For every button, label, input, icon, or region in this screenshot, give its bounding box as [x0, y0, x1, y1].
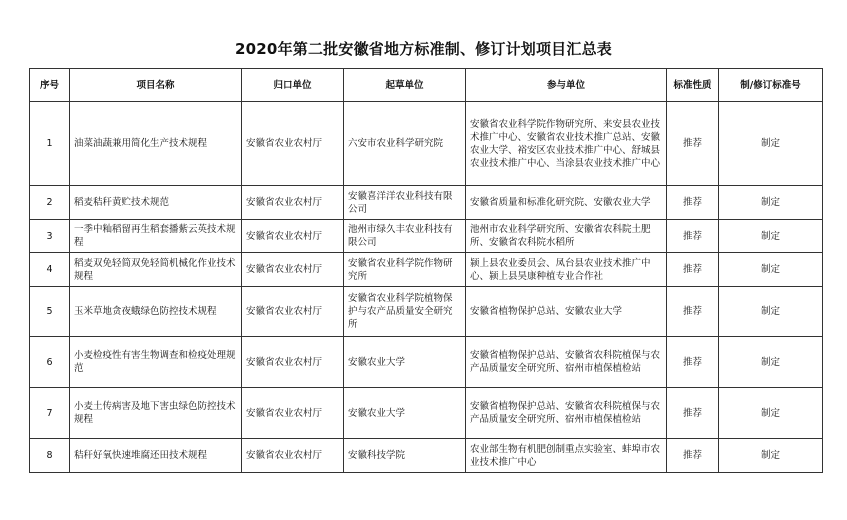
header-participants: 参与单位 [466, 69, 667, 102]
cell-index: 3 [30, 220, 70, 253]
cell-name: 稻麦双免轻简双免轻简机械化作业技术规程 [70, 253, 242, 287]
cell-unit: 安徽省农业农村厅 [242, 439, 344, 473]
table-row [30, 287, 823, 337]
cell-index: 1 [30, 102, 70, 186]
cell-drafter: 安徽喜洋洋农业科技有限公司 [344, 186, 466, 220]
page-title: 2020年第二批安徽省地方标准制、修订计划项目汇总表 [235, 40, 612, 58]
header-name: 项目名称 [70, 69, 242, 102]
cell-method: 制定 [719, 102, 823, 186]
cell-participants: 安徽省植物保护总站、安徽省农科院植保与农产品质量安全研究所、宿州市植保植检站 [466, 388, 667, 439]
cell-drafter: 安徽省农业科学院植物保护与农产品质量安全研究所 [344, 287, 466, 337]
cell-unit: 安徽省农业农村厅 [242, 287, 344, 337]
cell-nature: 推荐 [667, 102, 719, 186]
cell-unit: 安徽省农业农村厅 [242, 186, 344, 220]
cell-unit: 安徽省农业农村厅 [242, 337, 344, 388]
table-row [30, 186, 823, 220]
cell-participants: 安徽省农业科学院作物研究所、来安县农业技术推广中心、安徽省农业技术推广总站、安徽农业大学、裕安区农业技术推广中心、舒城县农业技术推广中心、当涂县农业技术推广中心 [466, 102, 667, 186]
project-table [29, 68, 823, 473]
header-index: 序号 [30, 69, 70, 102]
table-row [30, 102, 823, 186]
cell-index: 7 [30, 388, 70, 439]
cell-nature: 推荐 [667, 439, 719, 473]
cell-participants: 安徽省植物保护总站、安徽省农科院植保与农产品质量安全研究所、宿州市植保植检站 [466, 337, 667, 388]
cell-name: 稻麦秸秆黄贮技术规范 [70, 186, 242, 220]
cell-method: 制定 [719, 337, 823, 388]
cell-name: 油菜油蔬兼用简化生产技术规程 [70, 102, 242, 186]
cell-nature: 推荐 [667, 253, 719, 287]
cell-participants: 安徽省植物保护总站、安徽农业大学 [466, 287, 667, 337]
header-method: 制/修订标准号 [719, 69, 823, 102]
cell-drafter: 池州市绿久丰农业科技有限公司 [344, 220, 466, 253]
cell-participants: 池州市农业科学研究所、安徽省农科院土肥所、安徽省农科院水稻所 [466, 220, 667, 253]
cell-name: 小麦土传病害及地下害虫绿色防控技术规程 [70, 388, 242, 439]
cell-nature: 推荐 [667, 186, 719, 220]
cell-drafter: 安徽科技学院 [344, 439, 466, 473]
cell-participants: 颍上县农业委员会、凤台县农业技术推广中心、颍上县昊康种植专业合作社 [466, 253, 667, 287]
cell-drafter: 六安市农业科学研究院 [344, 102, 466, 186]
cell-method: 制定 [719, 439, 823, 473]
cell-index: 4 [30, 253, 70, 287]
cell-nature: 推荐 [667, 220, 719, 253]
table-row [30, 439, 823, 473]
table-row [30, 253, 823, 287]
table-row [30, 220, 823, 253]
header-drafter: 起草单位 [344, 69, 466, 102]
cell-name: 玉米草地贪夜蛾绿色防控技术规程 [70, 287, 242, 337]
table-row [30, 388, 823, 439]
cell-nature: 推荐 [667, 287, 719, 337]
table-header-row [30, 69, 823, 102]
cell-name: 小麦检疫性有害生物调查和检疫处理规范 [70, 337, 242, 388]
cell-participants: 安徽省质量和标准化研究院、安徽农业大学 [466, 186, 667, 220]
cell-unit: 安徽省农业农村厅 [242, 388, 344, 439]
cell-method: 制定 [719, 287, 823, 337]
cell-nature: 推荐 [667, 388, 719, 439]
cell-name: 一季中籼稻留再生稻套播紫云英技术规程 [70, 220, 242, 253]
cell-name: 秸秆好氧快速堆腐还田技术规程 [70, 439, 242, 473]
cell-method: 制定 [719, 186, 823, 220]
cell-nature: 推荐 [667, 337, 719, 388]
cell-unit: 安徽省农业农村厅 [242, 220, 344, 253]
header-nature: 标准性质 [667, 69, 719, 102]
cell-index: 2 [30, 186, 70, 220]
table-row [30, 337, 823, 388]
cell-index: 5 [30, 287, 70, 337]
cell-unit: 安徽省农业农村厅 [242, 102, 344, 186]
cell-index: 6 [30, 337, 70, 388]
cell-unit: 安徽省农业农村厅 [242, 253, 344, 287]
header-unit: 归口单位 [242, 69, 344, 102]
cell-method: 制定 [719, 220, 823, 253]
cell-drafter: 安徽省农业科学院作物研究所 [344, 253, 466, 287]
cell-index: 8 [30, 439, 70, 473]
cell-participants: 农业部生物有机肥创制重点实验室、蚌埠市农业技术推广中心 [466, 439, 667, 473]
cell-drafter: 安徽农业大学 [344, 337, 466, 388]
cell-drafter: 安徽农业大学 [344, 388, 466, 439]
cell-method: 制定 [719, 253, 823, 287]
cell-method: 制定 [719, 388, 823, 439]
